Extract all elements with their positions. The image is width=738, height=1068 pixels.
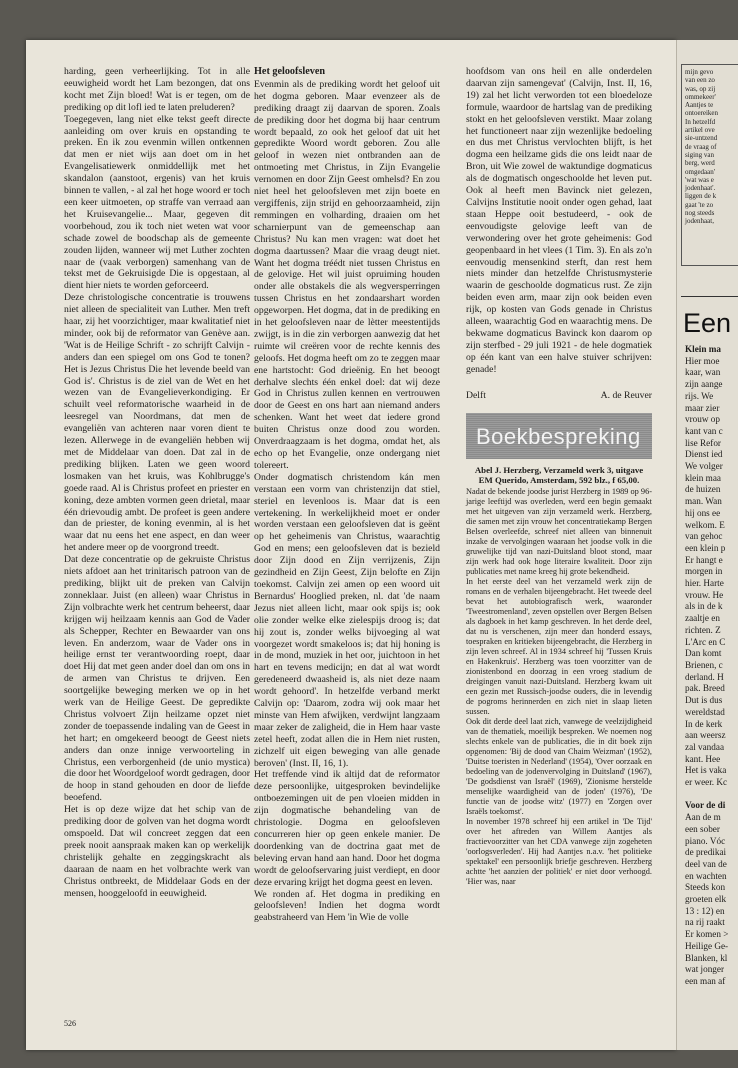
book-review [466, 465, 652, 887]
text-line: berg, werd [685, 159, 715, 168]
text-line: Hier moe [685, 355, 720, 366]
article-column-2 [254, 66, 440, 924]
text-line: een sober [685, 823, 720, 834]
article-column-3 [466, 66, 652, 887]
text-line: vrouw. He [685, 589, 724, 600]
text-line: Steeds kon [685, 882, 726, 893]
text-line: Dienst ied [685, 449, 723, 460]
text-line: vrouw op [685, 414, 720, 425]
text-line: 13 : 12) en [685, 905, 725, 916]
review-paragraph: In het eerste deel van het verzameld werk zijn de romans en de verhalen bijeengebracht. Het tweede deel bevat het autobiografisch werk, waaronder 'Tweestromenland', zeven opstellen over Bergen Belsen als dagboek in het kamp geschreven. In het derde deel, dat nu is verschenen, zijn meer dan honderd essays, toespraken en kritieken bijeengebracht, die Herzberg in zijn leven schreef. Al in 1934 schreef hij 'Tussen Kruis en Hakenkruis'. Herzberg was toen voorzitter van de zionistenbond en doorzag in een vroeg stadium de dreigingen vanuit nazi-Duitsland. Herzberg kwam uit een gezin met Russisch-joodse ouders, die in levendig de pogroms herinnerden en zich niet in slaap lieten sussen. [466, 577, 652, 717]
text-line: man. Wan [685, 496, 722, 507]
paragraph: Deze christologische concentratie is trouwens niet alleen de specialiteit van Luther. Men treft haar, zij het voorzichtiger, maar kwalitatief niet minder, ook bij de reformator van Genève aan. 'Wat is de Heilige Schrift - zo schrijft Calvijn - anders dan een spiegel om ons God te tonen? Het is Jezus Christus Die het levende beeld van God is'. Christus is de ziel van de Wet en het wezen van de Evangelieverkondiging. Er schuilt veel reformatorische waarheid in de leesregel van Noordmans, dat men de evangeliën van achteren naar voren dient te lezen. Allerwege in de evangeliën hebben wij met de Middelaar van doen. Dat zal in de prediking blijken. Laten we geen woord losmaken van het kruis, was Kohlbrugge's goede raad. Al is Christus profeet en priester en koning, deze ambten vormen geen drietal, maar één drievoudig ambt. De profeet is geen andere dan de priester, de koning evenmin, al is het waar dat nu eens het ene aspect, en dan weer het andere meer op de voorgrond treedt. [64, 292, 250, 554]
text-line: rijs. We [685, 390, 714, 401]
paragraph: Evenmin als de prediking wordt het geloof uit het dogma geboren. Maar evenzeer als de prediking draagt zij daarvan de sporen. Zoals de prediking door het dogma bij haar centrum wordt bepaald, zo ook het geloof dat uit het gepredikte Woord wordt geboren. Zou alle geloof in wezen niet ontbranden aan de ontmoeting met Christus, in Zijn Evangelie vernomen en door Zijn Geest omhelsd? En zou niet heel het geloofsleven met zijn boete en vergiffenis, zijn strijd en gehoorzaamheid, zijn remmingen en volharding, draaien om het scharnierpunt van de gemeenschap aan Christus? Nu kan men vragen: wat doet het dogma daartussen? Maar die vraag deugt niet. Want het dogma tréédt niet tussen Christus en de gelovige. Het wil juist opruiming houden onder alle obstakels die als wegversperringen tussen Christus en het zondaarshart worden opgeworpen. Het dogma, dat in de prediking en in het geloofsleven naar de lètter meestentijds zwijgt, is in die zin verborgen aanwezig dat het ruimte wil creëren voor de rechte kennis des geloofs. Het dogma heeft om zo te zeggen maar ene hartstocht: God drieënig. En het beoogt derhalve slechts één enkel doel: dat wij deze God in Christus zullen kennen en vertrouwen door de Geest en ons hart aan niemand anders schenken. Want het weet dat iedere grond buiten Christus onze dood zou worden. Onverdraagzaam is het dogma, omdat het, als echo op het Evangelie, onze ondergang niet tolereert. [254, 78, 440, 471]
paragraph: Toegegeven, lang niet elke tekst geeft directe aanleiding om over kruis en opstanding te preken. En ik zou evenmin willen ontkennen dat men er niet wijs aan doet om in het Evangelisatiewerk onmiddellijk met het skandalon (aanstoot, ergenis) van het kruis binnen te vallen, - al zal het hoge woord er toch een keer uitmoeten, op straffe van verraad aan het Kruisevangelie... Maar, gegeven dit voorbehoud, zou ik toch niet weten wat voor schade zowel de boodschap als de gemeente zouden lijden, wanneer wij met Luther zochten naar de (vaak verborgen) samenhang van de tekst met de Gekruisigde Die is opgestaan, al dient hier niets te worden geforceerd. [64, 113, 250, 292]
article-column-fragment [685, 344, 728, 988]
text-line: kant van c [685, 425, 723, 436]
text-line: de vraag of [685, 142, 717, 151]
text-line: L'Arc en C [685, 636, 726, 647]
paragraph: hoofdsom van ons heil en alle onderdelen daarvan zijn samengevat' (Calvijn, Inst. II, 16, 19) zal het licht verworden tot een bloedeloze formule, waardoor de hartslag van de prediking stokt en het geloofsleven verstikt. Maar zolang het functioneert naar zijn wezenlijke bedoeling en dus met Christus vervlochten blijft, is het dogma een heilzame gids die ons leidt naar de Bron, uit Wie zowel de waktundige dogmaticus als de dogmatisch ongeschoolde het leven put. Ook al heeft men Bavinck niet gelezen, Calvijns Institutie nooit onder ogen gehad, laat staan Heppe ooit bestudeerd, - ook de eenvoudigste gelovige leeft van de verwondering over het grote geheimenis: God geopenbaard in het vlees (1 Tim. 3). En als zo'n eenvoudig mensenkind sterft, dan rest hem niets minder dan hetzelfde Christusmysterie waarin de geschoolde dogmaticus rust. Ze zijn beiden even arm, maar zijn ook beiden even rijk, op kosten van Gods genade in Christus alleen, waarachtig God en waarachtig mens. De bekwame dogmaticus Bavinck kon daarom op zijn sterfbed - 29 juli 1921 - de hele dogmatiek op één kant van een halve stuiver schrijven: genade! [466, 66, 652, 375]
text-line: Dut is dus [685, 695, 723, 706]
text-line: de predikai [685, 847, 727, 858]
text-line: omgedaan' [685, 167, 716, 176]
text-line: richten. Z [685, 624, 721, 635]
text-line: pak. Breed [685, 683, 725, 694]
paragraph: Het is op deze wijze dat het schip van de prediking door de golven van het dogma wordt omspoeld. Dat wil concreet zeggen dat een preek nooit aanspraak maken kan op werkelijk christelijk gehalte en zeggingskracht als daaraan de naam en het volbrachte werk van Christus ontbreekt, de Middelaar Gods en der mensen, hooggeloofd in eeuwigheid. [64, 804, 250, 899]
paragraph: harding, geen verheerlijking. Tot in alle eeuwigheid wordt het Lam bezongen, dat ons kocht met Zijn bloed! Wat is er tegen, om de prediking op dit lofl ied te laten preluderen? [64, 66, 250, 113]
magazine-page-right [676, 40, 738, 1050]
text-line: nog steeds [685, 209, 715, 218]
text-line: jodenhaat'. [685, 184, 716, 193]
text-line: We volger [685, 461, 723, 472]
signature-author: A. de Reuver [600, 389, 652, 401]
text-line: er weer. Kc [685, 777, 728, 788]
text-line: maar zier [685, 402, 720, 413]
paragraph: Het treffende vind ik altijd dat de reformator deze persoonlijke, uitgesproken bevindelijke ontboezemingen uit de pen vloeien midden in zijn dogmatische behandeling van de christologie. Dogma en geloofsleven concurreren hier op geen enkele manier. De doordenking van de doctrina gaat met de beleving ervan hand aan hand. Door het dogma wordt de geloofservaring juist verdiept, en door deze ervaring krijgt het dogma geest en leven. [254, 769, 440, 888]
divider [681, 296, 738, 297]
text-line: na rij raakt [685, 917, 725, 928]
text-line: Voor de di [685, 800, 726, 811]
review-paragraph: Ook dit derde deel laat zich, vanwege de veelzijdigheid van de thematiek, moeilijk bespreken. We noemen nog slechts enkele van de publicaties, die in dit boek zijn opgenomen: 'Bij de dood van Chaim Weizman' (1952), 'Duitse toeristen in Nederland' (1954), 'Over oorzaak en bedoeling van de jodenvervolging in Duitsland' (1967), 'De godsdienst van Israël' (1969), 'Zionisme herstelde menselijke waardigheid van de joden' (1976), 'De functie van de joodse witz' (1977) en 'Zorgen over Israëls toekomst'. [466, 717, 652, 817]
text-line: en wachten [685, 870, 727, 881]
text-line: hij ons ee [685, 507, 721, 518]
text-line: sie-untzend [685, 134, 718, 143]
text-line: Er hangt e [685, 554, 723, 565]
text-line: van gehoc [685, 531, 723, 542]
text-line: Dan komt [685, 648, 722, 659]
text-line: gaat 'te zo [685, 200, 714, 209]
text-line: was, op zij [685, 84, 716, 93]
text-line: mijn gevo [685, 68, 714, 76]
text-line: deel van de [685, 858, 727, 869]
text-line: derland. H [685, 671, 724, 682]
section-heading: Het geloofsleven [254, 66, 326, 77]
text-line: als in de k [685, 601, 723, 612]
text-line: wat jonger [685, 964, 725, 975]
text-line: piano. Vóc [685, 835, 726, 846]
text-line: siging van [685, 150, 714, 159]
text-line: liggen de k [685, 192, 717, 201]
text-line: Klein ma [685, 344, 721, 354]
text-line: In de kerk [685, 718, 723, 729]
text-line: Aantjes te [685, 101, 714, 110]
text-line: morgen in [685, 566, 723, 577]
boxed-column-text [685, 68, 718, 226]
text-line: 'wat was e [685, 175, 714, 184]
text-line: een man af [685, 975, 726, 986]
text-line: Heilige Ge- [685, 940, 729, 951]
text-line: groeten elk [685, 894, 727, 905]
text-line: lise Refor [685, 437, 721, 448]
review-header: Abel J. Herzberg, Verzameld werk 3, uitgave EM Querido, Amsterdam, 592 blz., f 65,00. [474, 465, 644, 486]
text-line: aan weersz [685, 730, 726, 741]
text-line: kaar, wan [685, 367, 721, 378]
text-line: Aan de m [685, 812, 721, 823]
banner-title: Boekbespreking [476, 423, 641, 449]
text-line: kant. Hee [685, 753, 721, 764]
page-number: 526 [64, 1019, 76, 1028]
text-line: klein maa [685, 472, 721, 483]
signature-place: Delft [466, 389, 486, 401]
article-title-fragment: Een [683, 308, 732, 338]
text-line: ommekeer' [685, 92, 716, 101]
text-line: een klein p [685, 542, 726, 553]
magazine-page-left [26, 40, 676, 1050]
text-line: zaaltje en [685, 613, 720, 624]
text-line: wereldstad [685, 706, 725, 717]
text-line: Brienen, c [685, 659, 723, 670]
text-line: zijn aange [685, 379, 723, 390]
text-line: Blanken, kl [685, 952, 728, 963]
article-signature [466, 390, 652, 402]
text-line: zal vandaa [685, 741, 725, 752]
section-banner [466, 413, 652, 459]
text-line: jodenhaat, [685, 217, 714, 226]
paragraph: Onder dogmatisch christendom kán men verstaan een vorm van christenzijn dat stiel, steriel en levenloos is. Maar dat is een vertekening. In werkelijkheid moet er onder worden verstaan een geloofsleven dat is geënt op het geheimenis van Christus, waarachtig God en mens; een geloofsleven dat is bezield door Zijn dood en Zijn verrijzenis, Zijn gezindheid en Zijn Geest, Zijn belofte en Zijn toekomst. Calvijn zei amen op een woord uit Bernardus' Hooglied preken, nl. dat 'de naam Jezus niet alleen licht, maar ook spijs is; ook olie zonder welke elke zielespijs droog is; dat hij zout is, zonder welks bijvoeging al wat voorgezet wordt smakeloos is; dat hij honing is in de mond, muziek in het oor, juichtoon in het hart en tevens medicijn; en dat al wat wordt geredeneerd dwaasheid is, als niet deze naam wordt gehoord'. In hetzelfde verband merkt Calvijn op: 'Daarom, zodra wij ook maar het minste van Hem afwijken, verdwijnt langzaam maar zeker de zaligheid, die in Hem haar vaste zetel heeft, zodat allen die in Hem niet rusten, zichzelf uit eigen beweging van alle genade beroven' (Inst. II, 16, 1). [254, 471, 440, 769]
text-line [685, 789, 728, 801]
paragraph: We ronden af. Het dogma in prediking en geloofsleven! Indien het dogma wordt geabstraheerd van Hem 'in Wie de volle [254, 888, 440, 924]
text-line: hier. Harte [685, 578, 724, 589]
text-line: van een zo [685, 76, 715, 85]
text-line: artikel ove [685, 126, 715, 135]
text-line: In hetzelfd [685, 117, 716, 126]
paragraph: Dat deze concentratie op de gekruiste Christus niets afdoet aan het trinitarisch patroon van de prediking, blijkt uit de preken van Calvijn zonneklaar. Juist (en alleen) waar Christus in Zijn volbrachte werk het centrum beheerst, daar krijgen wij heilzaam kennis aan God de Vader als Schepper, Rechter en Bewaarder van ons leven. En anderzom, waar de Vader ons in heilige ernst ter verantwoording roept, daar doet Hij dat met geen ander doel dan om ons in de armen van Christus te drijven. Een soortgelijke beweging merken we op in het werk van de Heilige Geest. De gepredikte Christus volvoert Zijn heilzame opzet niet zonder de toepassende indaling van de Geest in het hart; en omgekeerd beoogt de Geest niets anders dan onze innige verwoorteling in Christus, een verborgenheid (de unio mystica) die door het Woordgeloof wordt gedragen, door de hoop in stand gehouden en door de liefde beoefend. [64, 554, 250, 804]
text-line: welkom. E [685, 519, 725, 530]
text-line: ontoereiken [685, 109, 719, 118]
text-line: Er komen > [685, 929, 729, 940]
article-column-1 [64, 66, 250, 899]
review-paragraph: In november 1978 schreef hij een artikel in 'De Tijd' over het aftreden van Willem Aantjes als fractievoorzitter van het CDA vanwege zijn zogeheten 'oorlogsverleden'. Hij had Aantjes n.a.v. 'het politieke spektakel' een persoonlijk briefje geschreven. Herzberg achtte 'het aanzien der politiek' er niet door verhoogd. 'Hier was, naar [466, 817, 652, 887]
text-line: Het is vaka [685, 765, 727, 776]
review-paragraph: Nadat de bekende joodse jurist Herzberg in 1989 op 96-jarige leeftijd was overleden, werd een begin gemaakt met het uitgeven van zijn verzameld werk. Herzberg, die samen met zijn vrouw het concentratiekamp Bergen Belsen overleefde, schreef niet alleen van binnenuit inzake de vervolgingen waaraan het joodse volk in die gruwelijke tijd van nazi-Duitsland bloot stond, maar zijn werk had ook hoge literaire kwaliteit. Door zijn publicaties met name kreeg hij grote bekendheid. [466, 487, 652, 577]
text-line: de huizen [685, 484, 721, 495]
